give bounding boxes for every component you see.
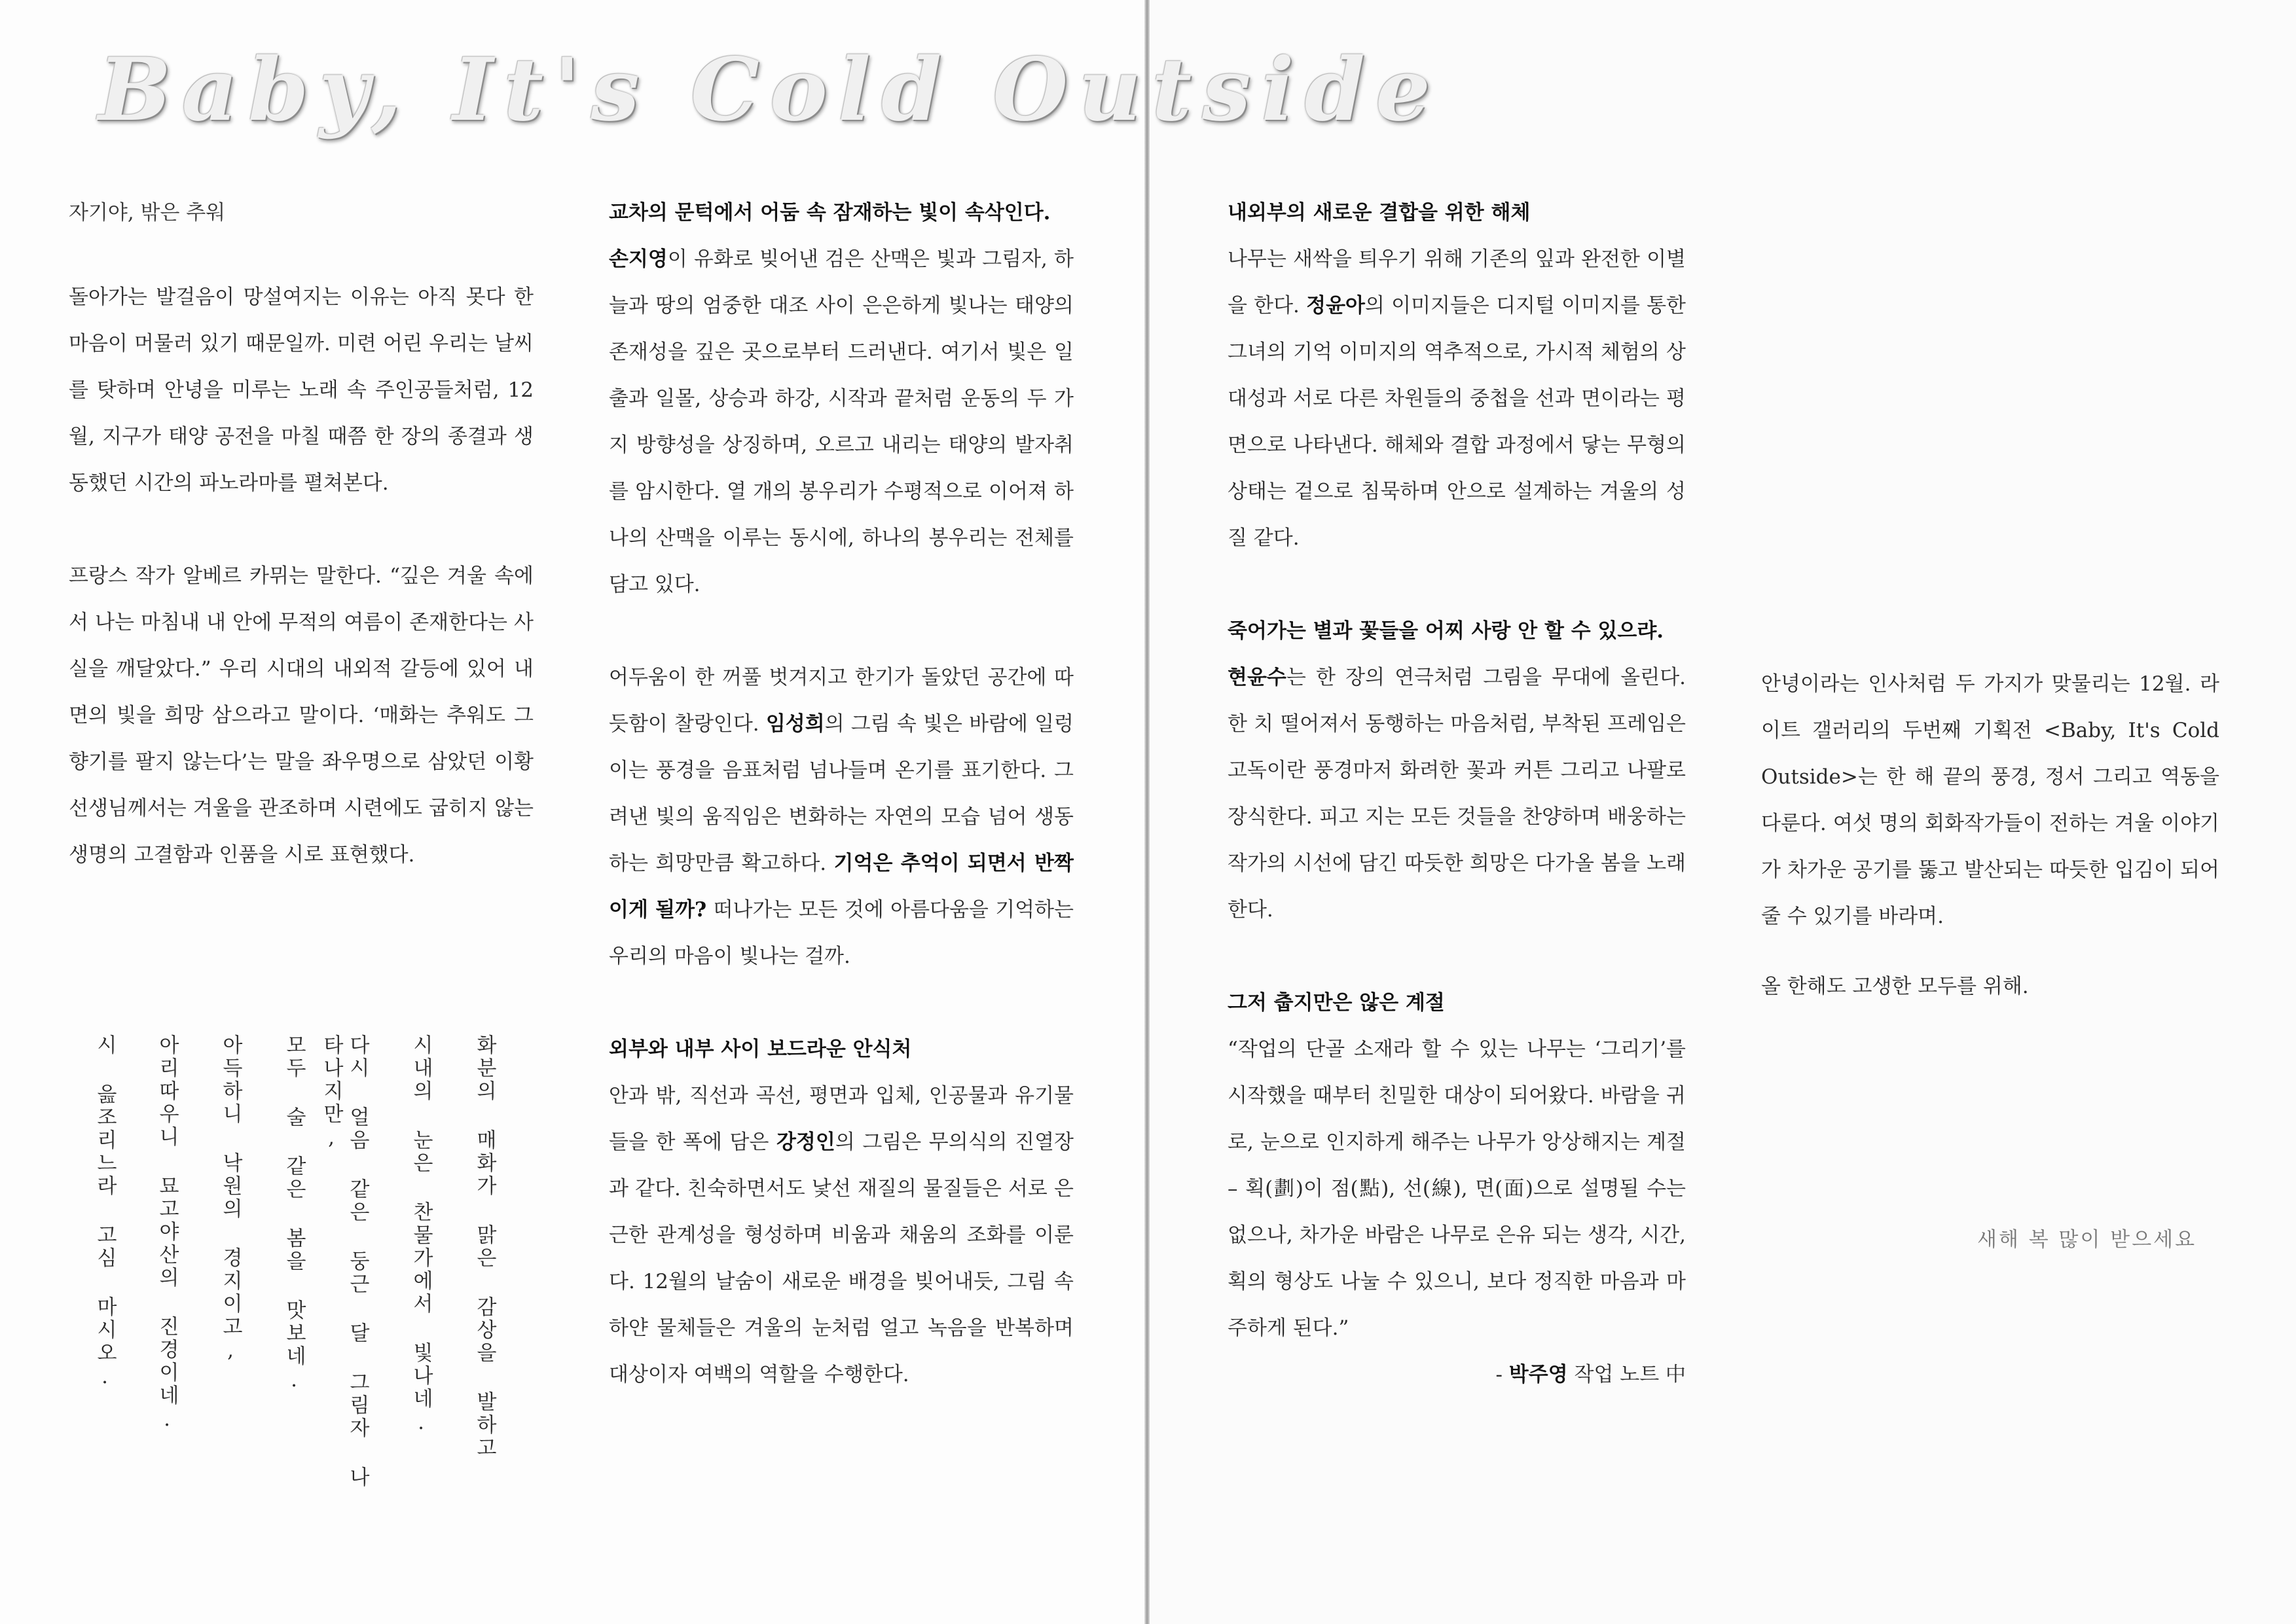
poem-line: 다시 얼음 같은 둥근 달 그림자 나타나지만, [319,1034,369,1489]
poem-line: 아리따우니 묘고야산의 진경이네. [155,1034,179,1434]
col3-paragraph-2: 현윤수는 한 장의 연극처럼 그림을 무대에 올린다. 한 치 떨어져서 동행하는 마음처럼, 부착된 프레임은 고독이란 풍경마저 화려한 꽃과 커튼 그리고 나팔로 장식한다. 피고 지는 모든 것들을 찬양하며 배웅하는 작가의 시선에 담긴 따듯한 희망은 다가올 봄을 노래한다. [1228,666,1686,922]
page-gutter [1144,0,1150,1624]
artist-name: 현윤수 [1228,666,1286,689]
col2-paragraph-2: 어두움이 한 꺼풀 벗겨지고 한기가 돌았던 공간에 따듯함이 찰랑인다. 임성희의 그림 속 빛은 바람에 일렁이는 풍경을 음표처럼 넘나들며 온기를 표기한다. 그려낸 빛의 움직임은 변화하는 자연의 모습 넘어 생동하는 희망만큼 확고하다. 기억은 추억이 되면서 반짝이게 될까? 떠나가는 모든 것에 아름다움을 기억하는 우리의 마음이 빛나는 걸까. [609,666,1074,968]
subtitle: 자기야, 밖은 추워 [69,201,226,225]
col1-paragraph-1: 돌아가는 발걸음이 망설여지는 이유는 아직 못다 한 마음이 머물러 있기 때문일까. 미련 어린 우리는 날씨를 탓하며 안녕을 미루는 노래 속 주인공들처럼, 12월, 지구가 태양 공전을 마칠 때쯤 한 장의 종결과 생동했던 시간의 파노라마를 펼쳐본다. [69,285,534,495]
col1-paragraph-2: 프랑스 작가 알베르 카뮈는 말한다. “깊은 겨울 속에서 나는 마침내 내 안에 무적의 여름이 존재한다는 사실을 깨달았다.” 우리 시대의 내외적 갈등에 있어 내면의 빛을 희망 삼으라고 말이다. ‘매화는 추워도 그 향기를 팔지 않는다’는 말을 좌우명으로 삼았던 이황 선생님께서는 겨울을 관조하며 시련에도 굽히지 않는 생명의 고결함과 인품을 시로 표현했다. [69,564,534,867]
col2-paragraph-3: 안과 밖, 직선과 곡선, 평면과 입체, 인공물과 유기물들을 한 폭에 담은 강정인의 그림은 무의식의 진열장과 같다. 친숙하면서도 낯선 재질의 물질들은 서로 은근한 관계성을 형성하며 비움과 채움의 조화를 이룬다. 12월의 날숨이 새로운 배경을 빚어내듯, 그림 속 하얀 물체들은 겨울의 눈처럼 얼고 녹음을 반복하며 대상이자 여백의 역할을 수행한다. [609,1084,1074,1386]
col3-heading-3: 그저 춥지만은 않은 계절 [1228,991,1445,1015]
poem-line: 시 읊조리느라 고심 마시오. [93,1034,117,1391]
artist-name: 손지영 [609,247,668,271]
poem [92,1034,511,1506]
col3-quote: “작업의 단골 소재라 할 수 있는 나무는 ‘그리기’를 시작했을 때부터 친밀한 대상이 되어왔다. 바람을 귀로, 눈으로 인지하게 해주는 나무가 앙상해지는 계절 – 획(劃)이 점(點), 선(線), 면(面)으로 설명될 수는 없으나, 차가운 바람은 나무로 은유 되는 생각, 시간, 획의 형상도 나눌 수 있으니, 보다 정직한 마음과 마주하게 된다.” [1228,1038,1686,1340]
column-1 [69,190,534,878]
col2-heading-1: 교차의 문턱에서 어둠 속 잠재하는 빛이 속삭인다. [609,201,1051,225]
exhibition-title: Baby, It's Cold Outside [98,39,1441,141]
col3-heading-1: 내외부의 새로운 결합을 위한 해체 [1228,201,1531,225]
poem-line: 시내의 눈은 찬물가에서 빛나네. [409,1034,433,1437]
poem-line: 화분의 매화가 맑은 감상을 발하고 [473,1034,496,1460]
col3-heading-2: 죽어가는 별과 꽃들을 어찌 사랑 안 할 수 있으랴. [1228,619,1664,643]
col2-heading-2: 외부와 내부 사이 보드라운 안식처 [609,1038,912,1061]
artist-name: 박주영 [1508,1363,1568,1386]
col4-paragraph-2: 올 한해도 고생한 모두를 위해. [1761,975,2029,998]
poem-line: 모두 술 같은 봄을 맛보네. [282,1034,306,1394]
artist-name: 강정인 [776,1130,835,1154]
col2-paragraph-1: 손지영이 유화로 빚어낸 검은 산맥은 빛과 그림자, 하늘과 땅의 엄중한 대조 사이 은은하게 빛나는 태양의 존재성을 깊은 곳으로부터 드러낸다. 여기서 빛은 일출과 일몰, 상승과 하강, 시작과 끝처럼 운동의 두 가지 방향성을 상징하며, 오르고 내리는 태양의 발자취를 암시한다. 열 개의 봉우리가 수평적으로 이어져 하나의 산맥을 이루는 동시에, 하나의 봉우리는 전체를 담고 있다. [609,247,1074,596]
column-4 [1761,661,2219,1010]
quote-signature: - 박주영 작업 노트 中 [1495,1363,1686,1386]
column-3 [1228,190,1686,1398]
new-year-greeting: 새해 복 많이 받으세요 [1977,1228,2197,1252]
artist-name: 임성희 [765,712,825,736]
artist-name: 정윤아 [1306,294,1365,317]
column-2 [609,190,1074,1398]
col4-paragraph-1: 안녕이라는 인사처럼 두 가지가 맞물리는 12월. 라이트 갤러리의 두번째 기획전 <Baby, It's Cold Outside>는 한 해 끝의 풍경, 정서 그리고 역동을 다룬다. 여섯 명의 회화작가들이 전하는 겨울 이야기가 차가운 공기를 뚫고 발산되는 따듯한 입김이 되어 줄 수 있기를 바라며. [1761,672,2219,928]
col3-paragraph-1: 나무는 새싹을 틔우기 위해 기존의 잎과 완전한 이별을 한다. 정윤아의 이미지들은 디지털 이미지를 통한 그녀의 기억 이미지의 역추적으로, 가시적 체험의 상대성과 서로 다른 차원들의 중첩을 선과 면이라는 평면으로 나타낸다. 해체와 결합 과정에서 닿는 무형의 상태는 겉으로 침묵하며 안으로 설계하는 겨울의 성질 같다. [1228,247,1686,550]
poem-line: 아득하니 낙원의 경지이고, [219,1034,242,1365]
